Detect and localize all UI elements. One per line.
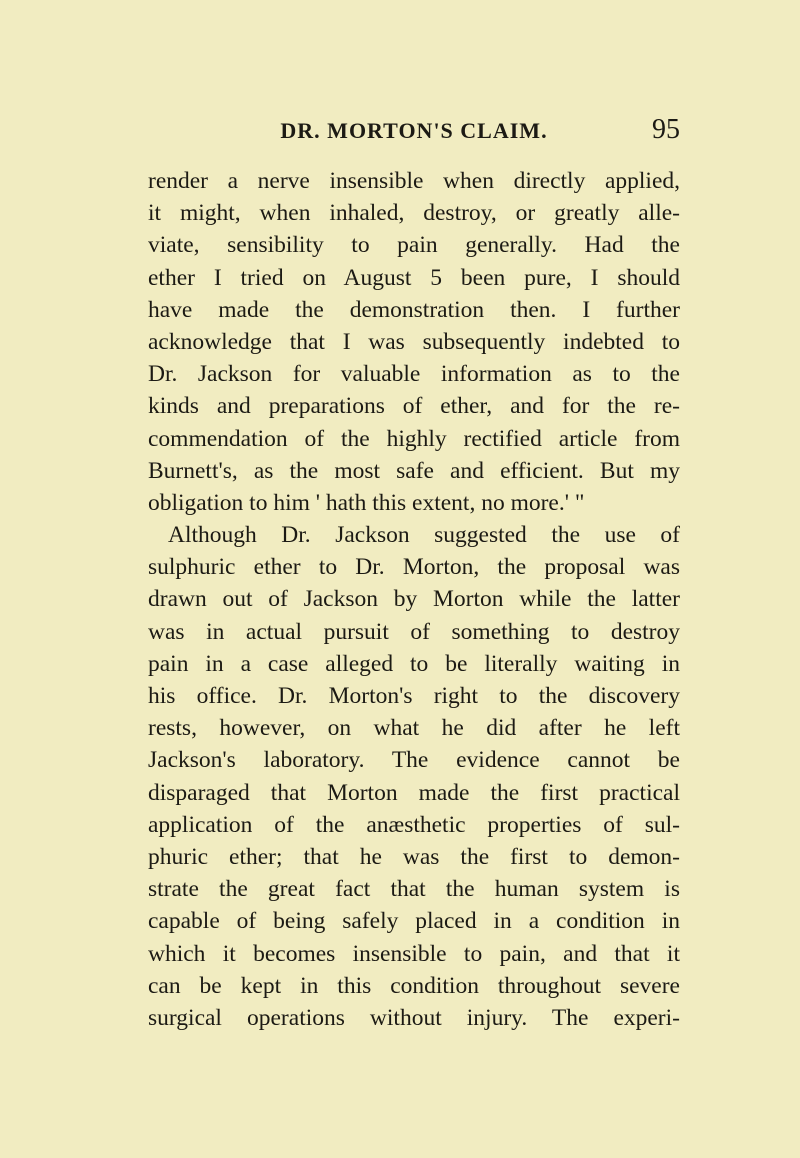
text-line: application of the anæsthetic properties of sul- — [148, 811, 680, 838]
text-line: commendation of the highly rectified article from — [148, 425, 680, 452]
text-line: surgical operations without injury. The experi- — [148, 1004, 680, 1031]
text-line: which it becomes insensible to pain, and that it — [148, 940, 680, 967]
text-line: render a nerve insensible when directly applied, — [148, 168, 680, 194]
text-line: Dr. Jackson for valuable information as to the — [148, 361, 680, 388]
text-line: Jackson's laboratory. The evidence cannot be — [148, 747, 680, 774]
text-line: can be kept in this condition throughout severe — [148, 972, 680, 999]
text-line: strate the great fact that the human system is — [148, 876, 680, 903]
text-line: phuric ether; that he was the first to demon- — [148, 843, 680, 870]
text-line: pain in a case alleged to be literally waiting in — [148, 650, 680, 677]
text-line: was in actual pursuit of something to destroy — [148, 618, 680, 645]
text-line: viate, sensibility to pain generally. Had the — [148, 232, 680, 259]
text-line: Although Dr. Jackson suggested the use of — [168, 522, 680, 549]
text-line: sulphuric ether to Dr. Morton, the proposal was — [148, 554, 680, 581]
text-line: disparaged that Morton made the first practical — [148, 779, 680, 806]
text-line: acknowledge that I was subsequently indebted to — [148, 328, 680, 355]
text-line: kinds and preparations of ether, and for the re- — [148, 393, 680, 420]
running-title: DR. MORTON'S CLAIM. — [280, 118, 548, 143]
page-number: 95 — [652, 114, 680, 145]
text-line: Burnett's, as the most safe and efficient. But my — [148, 457, 680, 484]
text-line: ether I tried on August 5 been pure, I should — [148, 264, 680, 291]
running-head — [148, 114, 680, 152]
body-text — [148, 165, 680, 1034]
text-line: it might, when inhaled, destroy, or greatly alle- — [148, 200, 680, 227]
text-line: capable of being safely placed in a condition in — [148, 908, 680, 935]
text-line: have made the demonstration then. I further — [148, 296, 680, 323]
text-line: drawn out of Jackson by Morton while the latter — [148, 586, 680, 613]
text-line: his office. Dr. Morton's right to the discovery — [148, 683, 680, 709]
text-line: rests, however, on what he did after he left — [148, 715, 680, 742]
text-line: obligation to him ' hath this extent, no more.' " — [148, 489, 585, 516]
